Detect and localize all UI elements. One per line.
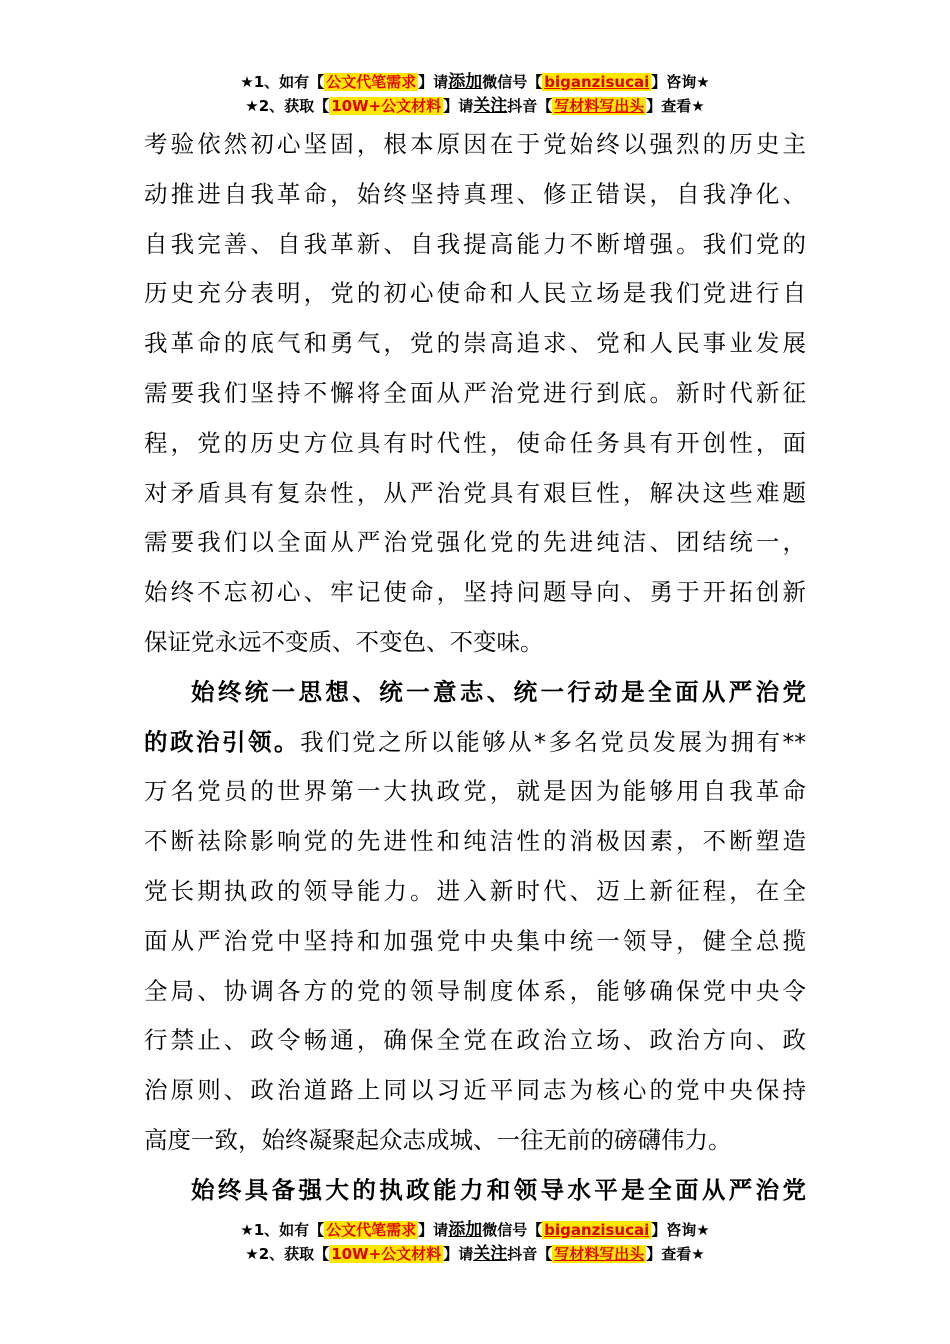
banner-text: 微信号【 [482, 73, 543, 91]
text-line: 程，党的历史方位具有时代性，使命任务具有开创性，面 [144, 428, 806, 457]
text-line: 动推进自我革命，始终坚持真理、修正错误，自我净化、 [144, 179, 806, 208]
banner-emphasis: 添加 [448, 1220, 483, 1240]
text-line [144, 718, 806, 768]
banner-text: ★1、如有【 [240, 1221, 325, 1239]
banner-text: ★1、如有【 [240, 73, 325, 91]
banner-text: 】查看★ [646, 1245, 705, 1263]
text-line: 面从严治党中坚持和加强党中央集中统一领导，健全总揽 [144, 926, 806, 955]
section-heading: 始终具备强大的执政能力和领导水平是全面从严治党 [191, 1175, 806, 1204]
text-line: 治原则、政治道路上同以习近平同志为核心的党中央保持 [144, 1076, 806, 1105]
text-line: 历史充分表明，党的初心使命和人民立场是我们党进行自 [144, 279, 806, 308]
banner-emphasis: 添加 [448, 72, 483, 92]
text-line: 全局、协调各方的党的领导制度体系，能够确保党中央令 [144, 976, 806, 1005]
banner-highlight: 公文代笔需求 [326, 73, 417, 91]
text-line: 考验依然初心坚固，根本原因在于党始终以强烈的历史主 [144, 130, 806, 158]
text-line: 不断祛除影响党的先进性和纯洁性的消极因素，不断塑造 [144, 827, 806, 856]
banner-highlight: biganzisucai [544, 73, 650, 91]
banner-text: 】请 [443, 97, 474, 115]
banner-text: 】请 [418, 1221, 449, 1239]
banner-highlight: 写材料写出头 [554, 97, 645, 115]
text-line [144, 1166, 806, 1216]
banner-text: 抖音【 [507, 1245, 553, 1263]
banner-text: ★2、获取【 [245, 1245, 330, 1263]
text-line [144, 668, 806, 718]
banner-highlight: 写材料写出头 [554, 1245, 645, 1263]
paragraph-1 [144, 120, 806, 668]
text-line: 对矛盾具有复杂性，从严治党具有艰巨性，解决这些难题 [144, 478, 806, 507]
banner-highlight: 10W+公文材料 [331, 97, 442, 115]
banner-text: 】咨询★ [651, 73, 710, 91]
section-heading: 始终统一思想、统一意志、统一行动是全面从严治党 [191, 677, 806, 706]
text-run: 我们党之所以能够从*多名党员发展为拥有** [300, 727, 807, 756]
banner-text: 】咨询★ [651, 1221, 710, 1239]
banner-emphasis: 关注 [473, 1244, 508, 1264]
paragraph-2 [144, 668, 806, 1166]
text-line: 我革命的底气和勇气，党的崇高追求、党和人民事业发展 [144, 329, 806, 358]
header-banner-bottom [0, 1218, 950, 1266]
banner-line-2 [0, 94, 950, 118]
text-line: 需要我们坚持不懈将全面从严治党进行到底。新时代新征 [144, 378, 806, 407]
banner-text: 微信号【 [482, 1221, 543, 1239]
document-body [144, 120, 806, 1216]
banner-text: 】请 [443, 1245, 474, 1263]
banner-text: 】查看★ [646, 97, 705, 115]
text-line: 行禁止、政令畅通，确保全党在政治立场、政治方向、政 [144, 1026, 806, 1055]
text-line: 万名党员的世界第一大执政党，就是因为能够用自我革命 [144, 777, 806, 806]
banner-line-1 [0, 70, 950, 94]
banner-emphasis: 关注 [473, 96, 508, 116]
banner-highlight: biganzisucai [544, 1221, 650, 1239]
header-banner-top [0, 70, 950, 118]
text-line: 始终不忘初心、牢记使命，坚持问题导向、勇于开拓创新 [144, 578, 806, 607]
text-line: 需要我们以全面从严治党强化党的先进纯洁、团结统一， [144, 528, 806, 557]
banner-highlight: 公文代笔需求 [326, 1221, 417, 1239]
banner-highlight: 10W+公文材料 [331, 1245, 442, 1263]
banner-text: 】请 [418, 73, 449, 91]
section-heading: 的政治引领。 [144, 727, 301, 756]
banner-line-2 [0, 1242, 950, 1266]
banner-text: 抖音【 [507, 97, 553, 115]
banner-text: ★2、获取【 [245, 97, 330, 115]
text-line: 保证党永远不变质、不变色、不变味。 [144, 627, 544, 656]
text-line: 高度一致，始终凝聚起众志成城、一往无前的磅礴伟力。 [144, 1125, 732, 1154]
text-line: 自我完善、自我革新、自我提高能力不断增强。我们党的 [144, 229, 806, 258]
banner-line-1 [0, 1218, 950, 1242]
paragraph-3 [144, 1166, 806, 1216]
text-line: 党长期执政的领导能力。进入新时代、迈上新征程，在全 [144, 876, 806, 905]
